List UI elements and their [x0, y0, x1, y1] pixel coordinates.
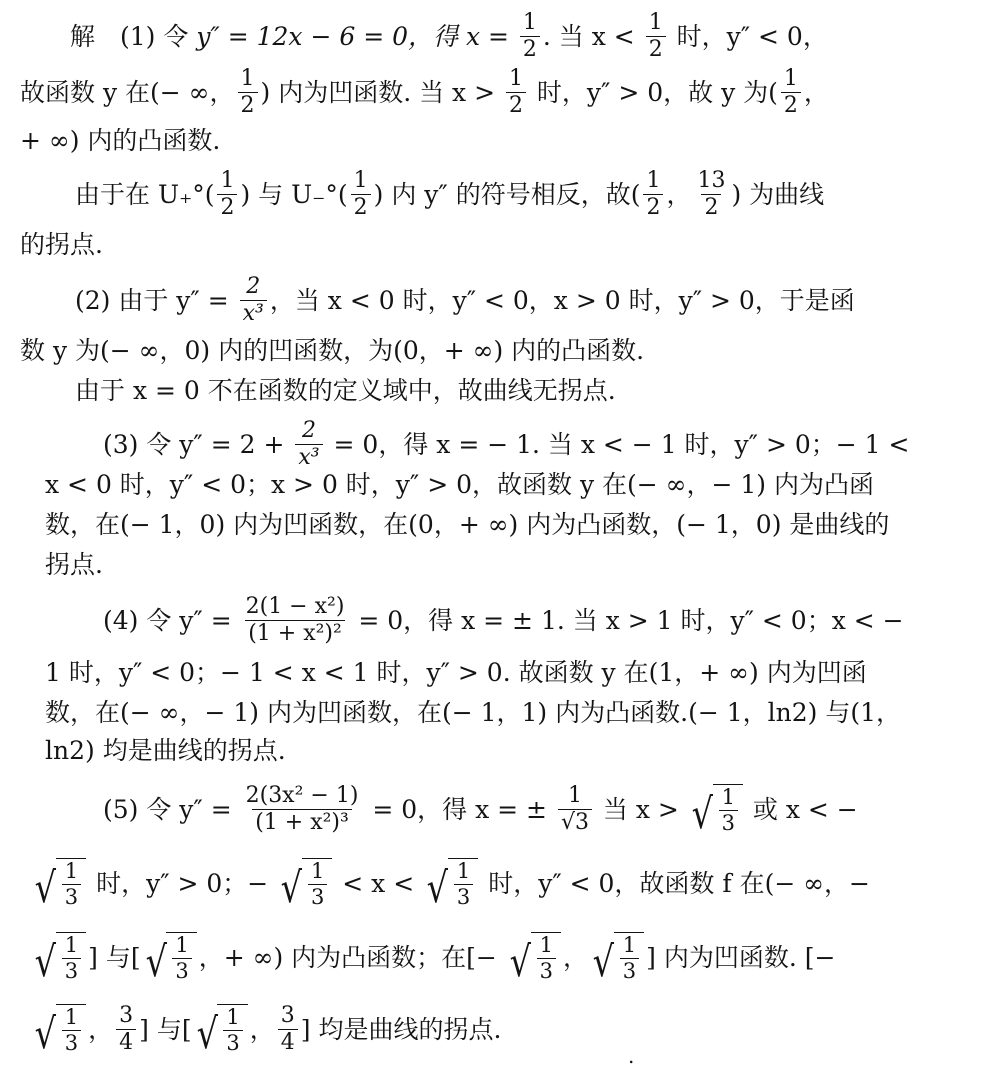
text: ) 与 U₋°( — [240, 180, 348, 209]
text: 解 (1) 令 — [70, 22, 197, 51]
trailing-period: . — [628, 1044, 635, 1068]
fraction — [223, 1007, 242, 1054]
text: = 0，得 x = ± — [364, 794, 555, 824]
numerator: 1 — [64, 1005, 79, 1029]
p1-line5 — [20, 232, 103, 257]
p3-line4 — [45, 552, 103, 577]
numerator: 1 — [220, 168, 235, 193]
fraction — [506, 68, 526, 117]
numerator: 1 — [240, 66, 255, 91]
fraction — [217, 170, 237, 219]
text: 时，y″ > 0，故 y 为( — [528, 78, 778, 107]
numerator: 1 — [646, 168, 661, 193]
fraction — [172, 935, 191, 982]
fraction — [116, 1002, 136, 1055]
numerator: 1 — [648, 10, 663, 35]
square-root — [32, 932, 86, 987]
text: ] 内为凹函数. [− — [646, 942, 836, 972]
denominator: 2 — [520, 36, 540, 61]
numerator: 1 — [353, 168, 368, 193]
text: 数，在(− ∞，− 1) 内为凹函数，在(− 1，1) 内为凸函数.(− 1，ln2) 与(1， — [45, 698, 901, 727]
p1-line1 — [70, 12, 828, 61]
denominator: 3 — [223, 1030, 242, 1054]
radical-sign: √ — [34, 1009, 57, 1059]
fraction — [308, 861, 327, 908]
text: ， — [562, 942, 588, 972]
fraction — [278, 1002, 298, 1055]
text: = 0，得 x = − 1. 当 x < − 1 时，y″ > 0；− 1 < — [325, 430, 910, 459]
p3-line3 — [45, 512, 889, 537]
fraction — [620, 935, 639, 982]
denominator: 3 — [454, 884, 473, 908]
text: ] 均是曲线的拐点. — [300, 1014, 502, 1044]
denominator: 2 — [351, 194, 371, 219]
denominator: 2 — [701, 194, 721, 219]
fraction — [238, 68, 258, 117]
radical-sign: √ — [691, 789, 713, 839]
text: 的拐点. — [20, 230, 103, 259]
square-root — [278, 858, 332, 913]
denominator: 3 — [620, 958, 639, 982]
text: . 当 x < — [542, 22, 643, 51]
text: 时，y″ < 0， — [668, 22, 828, 51]
denominator: 3 — [308, 884, 327, 908]
p1-line2 — [20, 68, 829, 117]
text: (3) 令 y″ = 2 + — [103, 430, 293, 459]
denominator: 3 — [719, 810, 738, 834]
fraction — [62, 1007, 81, 1054]
p5-line2 — [30, 858, 870, 913]
fraction — [781, 68, 801, 117]
square-root — [32, 858, 86, 913]
text: 故函数 y 在(− ∞， — [20, 78, 235, 107]
denominator: (1 + x²)³ — [252, 809, 352, 834]
radical-sign: √ — [34, 863, 57, 913]
text: 数 y 为(− ∞，0) 内的凹函数，为(0，+ ∞) 内的凸函数. — [20, 336, 645, 365]
fraction — [240, 276, 267, 325]
numerator: 3 — [280, 1002, 295, 1028]
text: 拐点. — [45, 550, 103, 579]
text: 时，y″ > 0；− — [88, 868, 277, 898]
numerator: 1 — [226, 1005, 240, 1029]
text: ， — [666, 180, 692, 209]
p2-line3 — [75, 378, 616, 403]
denominator: √3 — [558, 809, 592, 834]
p5-line1 — [103, 782, 858, 839]
text: < x < — [334, 868, 423, 898]
denominator: 3 — [62, 958, 81, 982]
text: ， — [803, 78, 829, 107]
numerator: 1 — [64, 859, 79, 883]
fraction — [62, 935, 81, 982]
numerator: 1 — [64, 933, 79, 957]
numerator: 3 — [119, 1002, 134, 1028]
radical-sign: √ — [145, 937, 167, 987]
text: = 0，得 x = ± 1. 当 x > 1 时，y″ < 0；x < − — [350, 606, 904, 635]
text: 数，在(− 1，0) 内为凹函数，在(0，+ ∞) 内为凸函数，(− 1，0) 是曲线的 — [45, 510, 890, 539]
radical-sign: √ — [426, 863, 449, 913]
text: (2) 由于 y″ = — [75, 286, 237, 315]
text: ) 内为凹函数. 当 x > — [260, 78, 503, 107]
denominator: 2 — [646, 36, 666, 61]
p4-line3 — [45, 700, 901, 725]
text: 1 时，y″ < 0；− 1 < x < 1 时，y″ > 0. 故函数 y 在(1，+ ∞) 内为凹函 — [45, 658, 867, 687]
denominator: 2 — [781, 92, 801, 117]
numerator: 2(1 − x²) — [245, 594, 345, 619]
numerator: 1 — [539, 933, 553, 957]
denominator: (1 + x²)² — [245, 620, 345, 645]
denominator: 3 — [537, 958, 556, 982]
denominator: x³ — [295, 444, 322, 469]
p3-line1 — [103, 420, 909, 469]
numerator: 1 — [522, 10, 537, 35]
numerator: 1 — [721, 785, 735, 809]
fraction — [694, 170, 728, 219]
radical-sign: √ — [34, 937, 57, 987]
square-root — [424, 858, 478, 913]
square-root — [507, 932, 561, 987]
fraction — [646, 12, 666, 61]
fraction — [537, 935, 556, 982]
text: ) 为曲线 — [731, 180, 825, 209]
text: (4) 令 y″ = — [103, 606, 240, 635]
numerator: 1 — [622, 933, 637, 957]
denominator: 2 — [217, 194, 237, 219]
numerator: 2 — [246, 274, 261, 299]
numerator: 1 — [783, 66, 798, 91]
p5-line4 — [30, 1002, 502, 1059]
fraction — [719, 787, 738, 834]
p2-line1 — [75, 276, 855, 325]
numerator: 2 — [301, 418, 316, 443]
denominator: 4 — [116, 1029, 136, 1054]
denominator: 2 — [643, 194, 663, 219]
p4-line2 — [45, 660, 867, 685]
square-root — [590, 932, 644, 987]
p5-line3 — [30, 932, 836, 987]
square-root — [32, 1004, 86, 1059]
radical-sign: √ — [196, 1009, 218, 1059]
numerator: 1 — [310, 859, 325, 883]
text: ， — [249, 1014, 275, 1044]
text: 时，y″ < 0，故函数 f 在(− ∞，− — [480, 868, 870, 898]
denominator: 3 — [172, 958, 191, 982]
p4-line1 — [103, 596, 904, 645]
text: ，当 x < 0 时，y″ < 0，x > 0 时，y″ > 0，于是函 — [269, 286, 855, 315]
text: ] 与[ — [139, 1014, 192, 1044]
numerator: 1 — [456, 859, 471, 883]
radical-sign: √ — [509, 937, 531, 987]
text: (5) 令 y″ = — [103, 794, 240, 824]
numerator: 13 — [697, 168, 726, 193]
denominator: 4 — [278, 1029, 298, 1054]
denominator: 2 — [506, 92, 526, 117]
fraction — [295, 420, 322, 469]
square-root — [194, 1004, 248, 1059]
denominator: 3 — [62, 884, 81, 908]
numerator: 1 — [175, 933, 189, 957]
denominator: 3 — [62, 1030, 81, 1054]
text: ] 与[ — [88, 942, 141, 972]
numerator: 2(3x² − 1) — [245, 782, 359, 808]
radical-sign: √ — [592, 937, 615, 987]
p1-line3 — [20, 128, 220, 153]
fraction — [351, 170, 371, 219]
radical-sign: √ — [280, 863, 303, 913]
fraction — [643, 170, 663, 219]
text: ， — [88, 1014, 114, 1044]
numerator: 1 — [567, 782, 582, 808]
p3-line2 — [45, 472, 874, 497]
text: 当 x > — [594, 794, 687, 824]
text: + ∞) 内的凸函数. — [20, 126, 221, 155]
square-root — [143, 932, 197, 987]
text: y″ = 12x − 6 = 0，得 x = — [196, 22, 517, 51]
fraction — [243, 782, 362, 835]
p2-line2 — [20, 338, 644, 363]
fraction — [558, 782, 592, 835]
text: 由于 x = 0 不在函数的定义域中，故曲线无拐点. — [75, 376, 616, 405]
text: 由于在 U₊°( — [75, 180, 215, 209]
numerator: 1 — [508, 66, 523, 91]
denominator: x³ — [240, 300, 267, 325]
fraction — [62, 861, 81, 908]
text: 或 x < − — [744, 794, 858, 824]
text: x < 0 时，y″ < 0；x > 0 时，y″ > 0，故函数 y 在(− ∞，− 1) 内为凸函 — [45, 470, 874, 499]
fraction — [454, 861, 473, 908]
text: ln2) 均是曲线的拐点. — [45, 736, 286, 765]
text: ，+ ∞) 内为凸函数；在[− — [198, 942, 505, 972]
p1-line4 — [75, 170, 824, 219]
fraction — [520, 12, 540, 61]
denominator: 2 — [238, 92, 258, 117]
p4-line4 — [45, 738, 286, 763]
square-root — [689, 784, 743, 839]
text: ) 内 y″ 的符号相反，故( — [373, 180, 641, 209]
fraction — [243, 596, 348, 645]
